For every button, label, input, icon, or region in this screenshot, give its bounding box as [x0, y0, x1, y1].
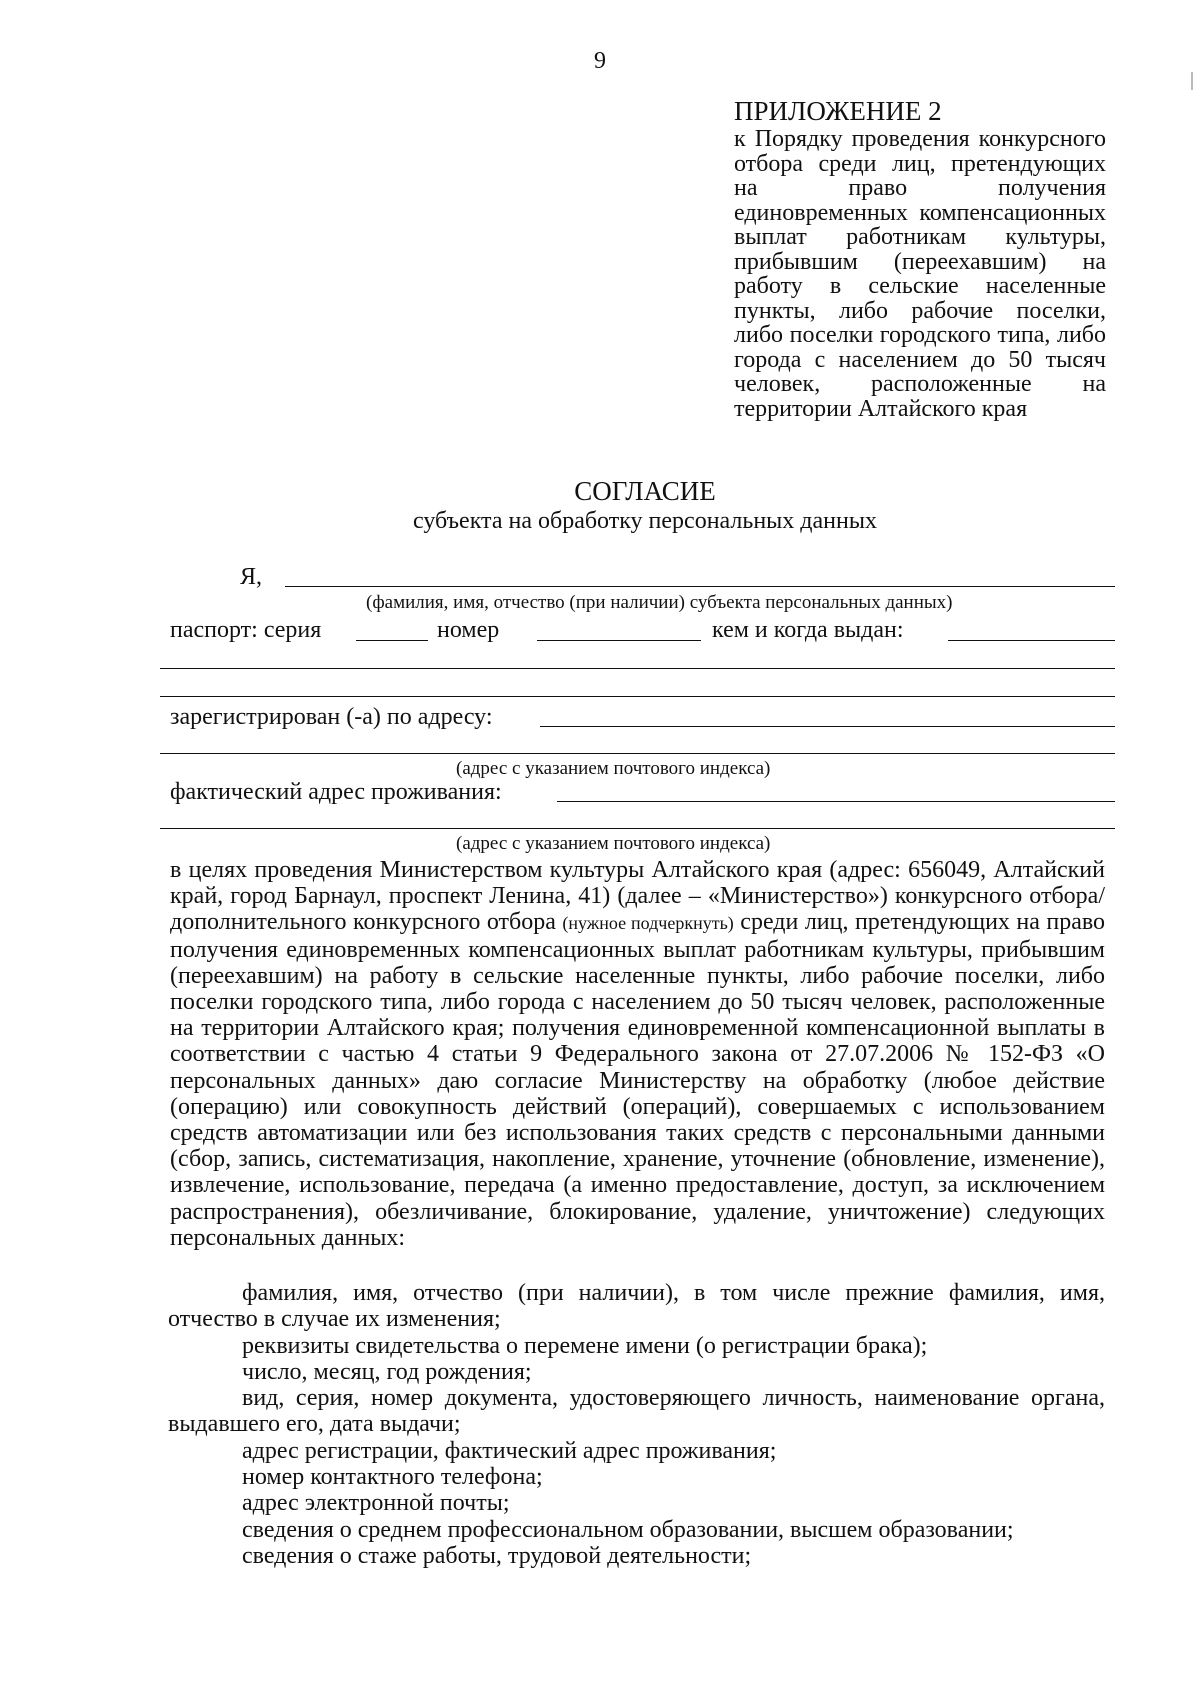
passport-series-line	[356, 640, 428, 641]
registered-address-hint: (адрес с указанием почтового индекса)	[456, 758, 771, 779]
i-label: Я,	[240, 564, 263, 590]
list-item: вид, серия, номер документа, удостоверяющего личность, наименование органа, выдавшего его, дата выдачи;	[168, 1385, 1105, 1438]
appendix-text: к Порядку проведения конкурсного отбора среди лиц, претендующих на право получения единовременных компенсационных выплат работникам культуры, прибывшим (переехавшим) на работу в сельские населенные пункты, либо рабочие поселки, либо поселки городского типа, либо города с населением до 50 тысяч человек, расположенные на территории Алтайского края	[734, 126, 1106, 422]
actual-address-label: фактический адрес проживания:	[170, 779, 502, 805]
passport-issued-line-3	[160, 696, 1115, 697]
passport-issued-line	[948, 640, 1115, 641]
list-item: сведения о среднем профессиональном образовании, высшем образовании;	[242, 1516, 1014, 1543]
list-item: адрес регистрации, фактический адрес проживания;	[242, 1437, 777, 1464]
registered-address-line	[540, 726, 1115, 727]
actual-address-line-2	[160, 828, 1115, 829]
consent-paragraph	[170, 857, 1105, 1251]
passport-issued-line-2	[160, 668, 1115, 669]
passport-series-label: паспорт: серия	[170, 617, 322, 643]
passport-number-line	[537, 640, 701, 641]
document-title: СОГЛАСИЕ	[574, 476, 716, 506]
registered-address-label: зарегистрирован (-а) по адресу:	[170, 704, 493, 730]
registered-address-line-2	[160, 753, 1115, 754]
consent-paragraph-part2: среди лиц, претендующих на право получения единовременных компенсационных выплат работникам культуры, прибывшим (переехавшим) на работу в сельские населенные пункты, либо рабочие поселки, либо поселки городского типа, либо города с населением до 50 тысяч человек, расположенные на территории Алтайского края; получения единовременной компенсационной выплаты в соответствии с частью 4 статьи 9 Федерального закона от 27.07.2006 № 152-ФЗ «О персональных данных» даю согласие Министерству на обработку (любое действие (операцию) или совокупность действий (операций), совершаемых с использованием средств автоматизации или без использования таких средств с персональными данными (сбор, запись, систематизация, накопление, хранение, уточнение (обновление, изменение), извлечение, использование, передача (а именно предоставление, доступ, за исключением распространения), обезличивание, блокирование, удаление, уничтожение) следующих персональных данных:	[170, 909, 1106, 1251]
name-field-hint: (фамилия, имя, отчество (при наличии) субъекта персональных данных)	[366, 592, 953, 613]
personal-data-list	[168, 1280, 1105, 1569]
passport-issued-label: кем и когда выдан:	[712, 617, 904, 643]
appendix-block	[734, 95, 1106, 421]
appendix-heading: ПРИЛОЖЕНИЕ 2	[734, 96, 942, 126]
list-item: номер контактного телефона;	[242, 1464, 543, 1491]
passport-number-label: номер	[437, 617, 500, 643]
name-field-line	[285, 586, 1115, 587]
consent-paragraph-part1: в целях проведения Министерством культуры Алтайского края (адрес: 656049, Алтайский край, город Барнаул, проспект Ленина, 41) (далее – «Министерство») конкурсного отбора/ дополнительного конкурсного отбора	[170, 857, 1105, 936]
page-number: 9	[594, 48, 606, 74]
list-item: фамилия, имя, отчество (при наличии), в том числе прежние фамилия, имя, отчество в случае их изменения;	[168, 1280, 1105, 1333]
document-subtitle: субъекта на обработку персональных данных	[413, 508, 877, 534]
underline-hint: (нужное подчеркнуть)	[562, 913, 734, 934]
list-item: адрес электронной почты;	[242, 1490, 510, 1517]
list-item: сведения о стаже работы, трудовой деятельности;	[242, 1542, 752, 1569]
list-item: число, месяц, год рождения;	[242, 1358, 532, 1385]
actual-address-hint: (адрес с указанием почтового индекса)	[456, 833, 771, 854]
list-item: реквизиты свидетельства о перемене имени (о регистрации брака);	[242, 1332, 928, 1359]
scan-speck	[1191, 72, 1193, 90]
actual-address-line	[557, 801, 1115, 802]
